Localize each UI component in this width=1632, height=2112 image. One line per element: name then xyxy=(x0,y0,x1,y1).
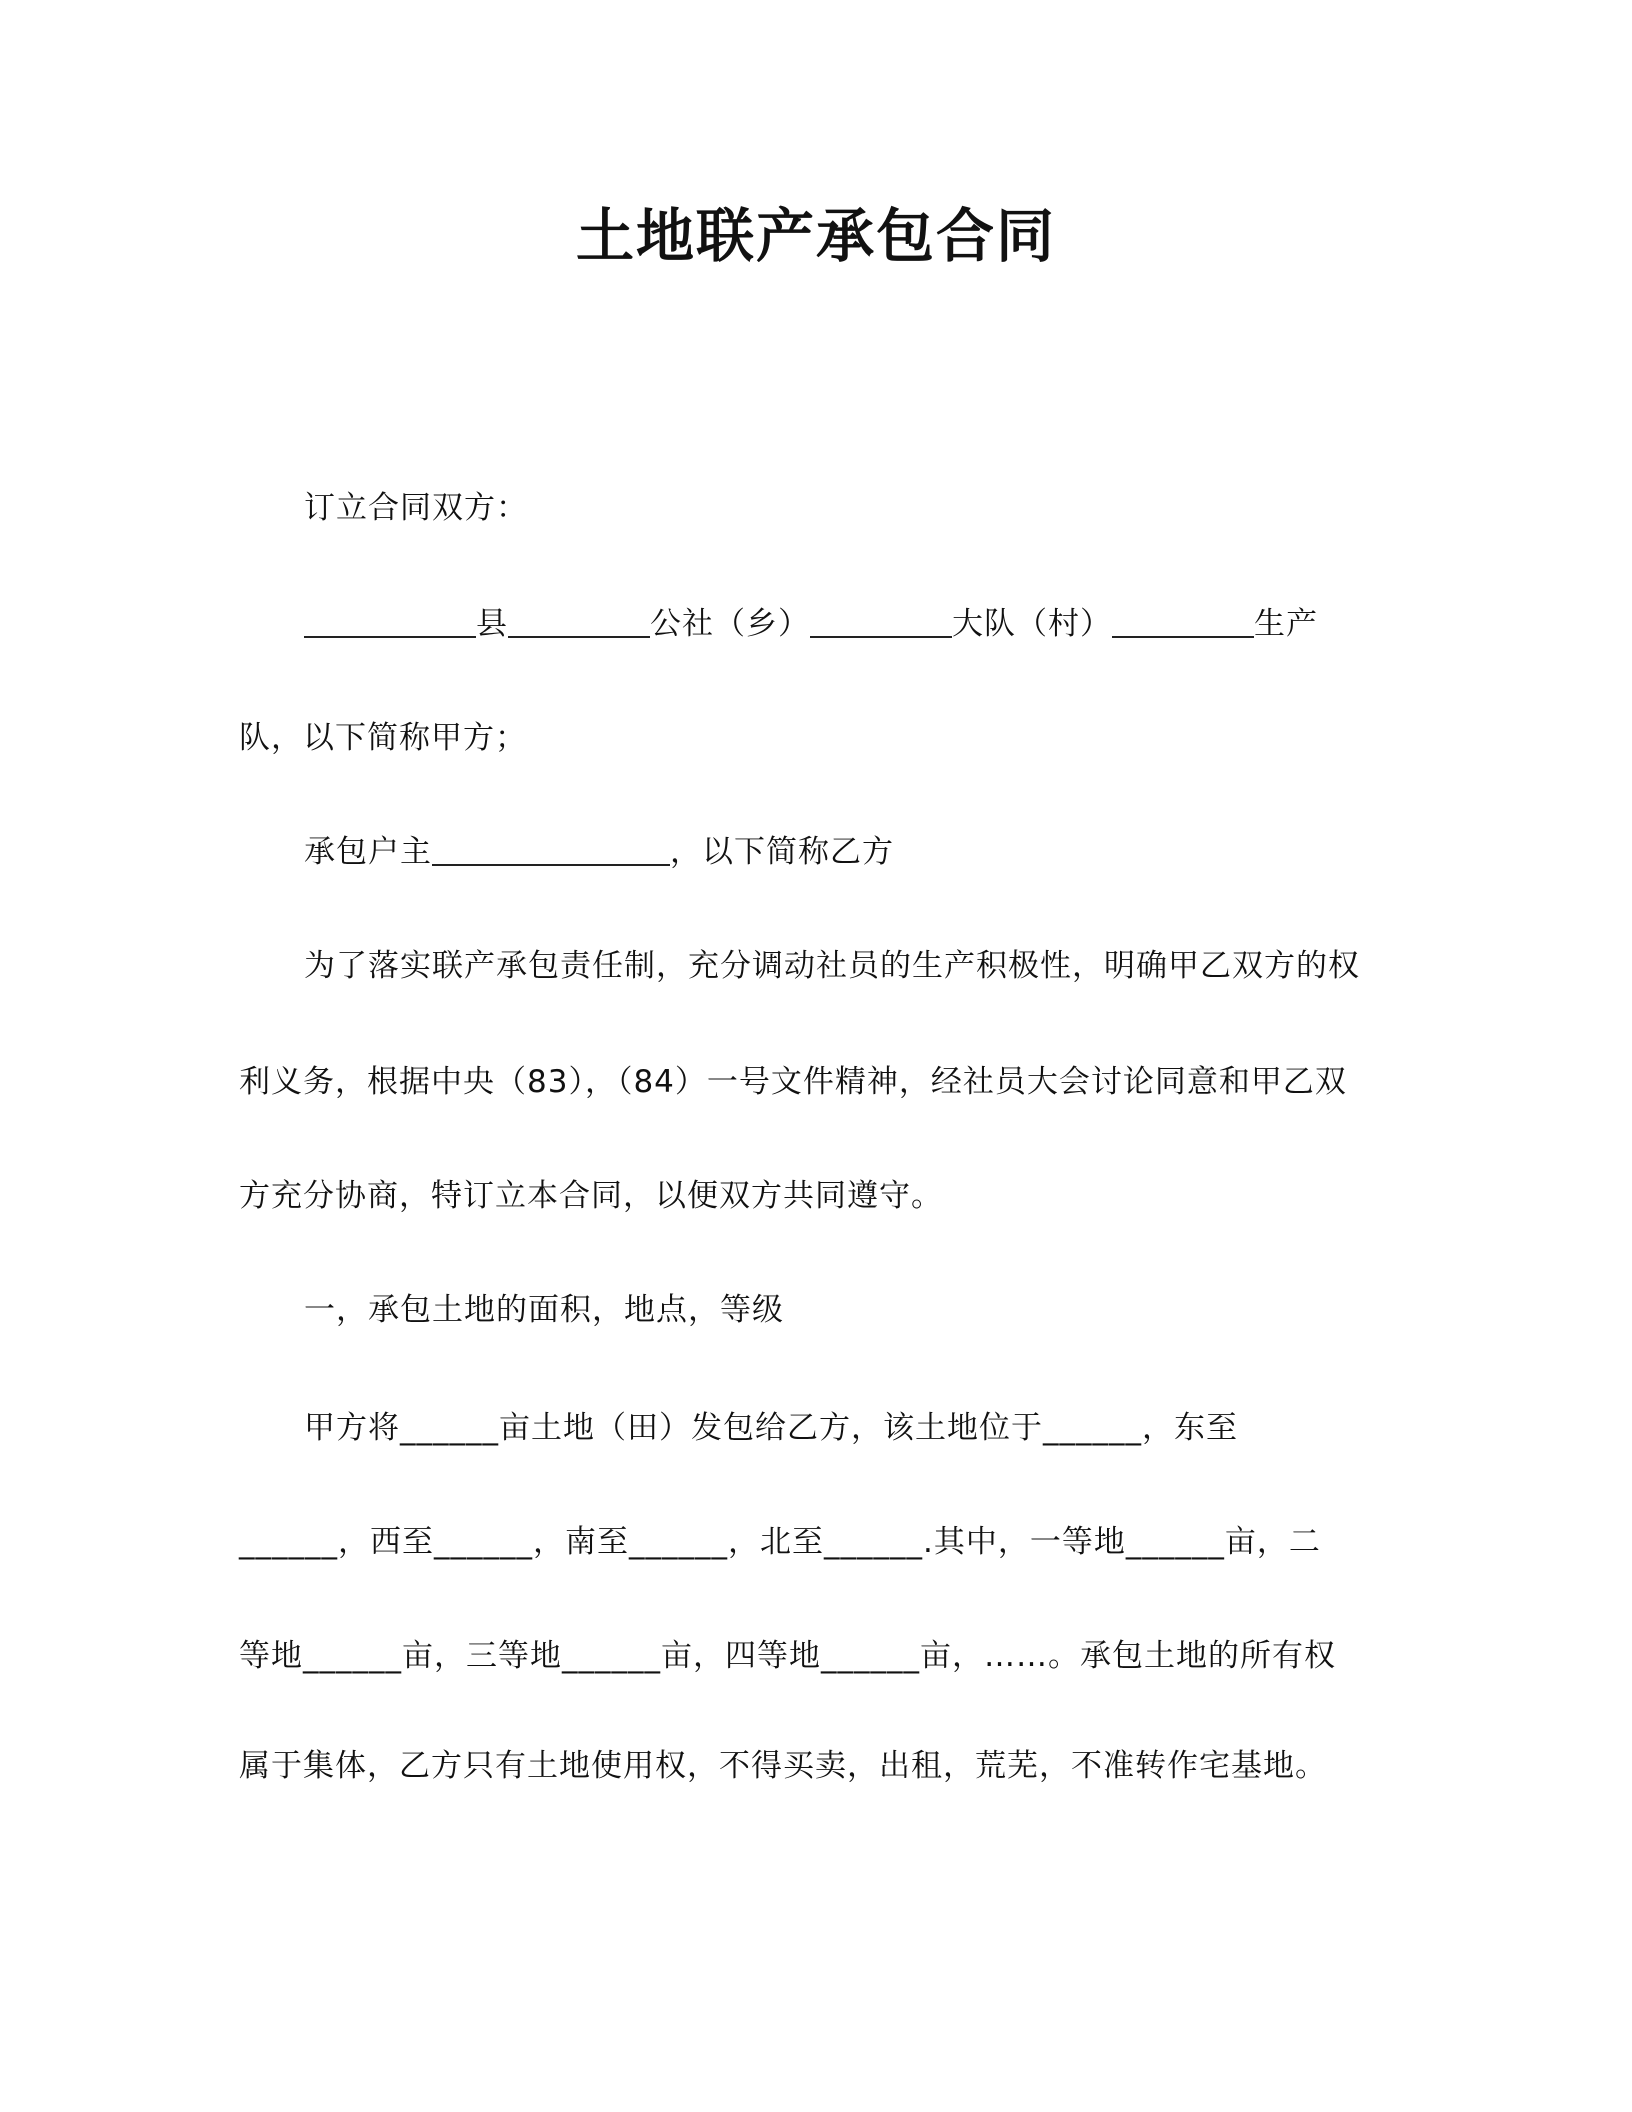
land-clause-line-3: 等地______亩，三等地______亩，四等地______亩，……。承包土地的所有权 xyxy=(239,1638,1336,1674)
party-a-address-line xyxy=(304,602,1318,646)
document-title: 土地联产承包合同 xyxy=(575,202,1056,270)
household-head-blank xyxy=(432,830,670,866)
party-b-line xyxy=(304,830,894,874)
brigade-label: 大队（村） xyxy=(952,606,1112,642)
land-clause-line-4: 属于集体，乙方只有土地使用权，不得买卖，出租，荒芜，不准转作宅基地。 xyxy=(239,1748,1327,1784)
county-blank xyxy=(304,602,476,638)
party-b-definition: ，以下简称乙方 xyxy=(670,834,894,870)
purpose-line-1: 为了落实联产承包责任制，充分调动社员的生产积极性，明确甲乙双方的权 xyxy=(304,948,1360,984)
land-clause-line-1: 甲方将______亩土地（田）发包给乙方，该土地位于______，东至 xyxy=(304,1410,1238,1446)
purpose-line-2: 利义务，根据中央（83），（84）一号文件精神，经社员大会讨论同意和甲乙双 xyxy=(239,1064,1347,1100)
parties-heading: 订立合同双方： xyxy=(304,490,528,526)
county-label: 县 xyxy=(476,606,508,642)
section-one-heading: 一，承包土地的面积，地点，等级 xyxy=(304,1292,784,1328)
team-blank xyxy=(1112,602,1254,638)
purpose-line-3: 方充分协商，特订立本合同，以便双方共同遵守。 xyxy=(239,1178,943,1214)
brigade-blank xyxy=(810,602,952,638)
team-label: 生产 xyxy=(1254,606,1318,642)
land-clause-line-2: ______，西至______，南至______，北至______.其中，一等地______亩，二 xyxy=(239,1524,1321,1560)
household-head-label: 承包户主 xyxy=(304,834,432,870)
party-a-definition: 队，以下简称甲方； xyxy=(239,720,527,756)
commune-label: 公社（乡） xyxy=(650,606,810,642)
commune-blank xyxy=(508,602,650,638)
